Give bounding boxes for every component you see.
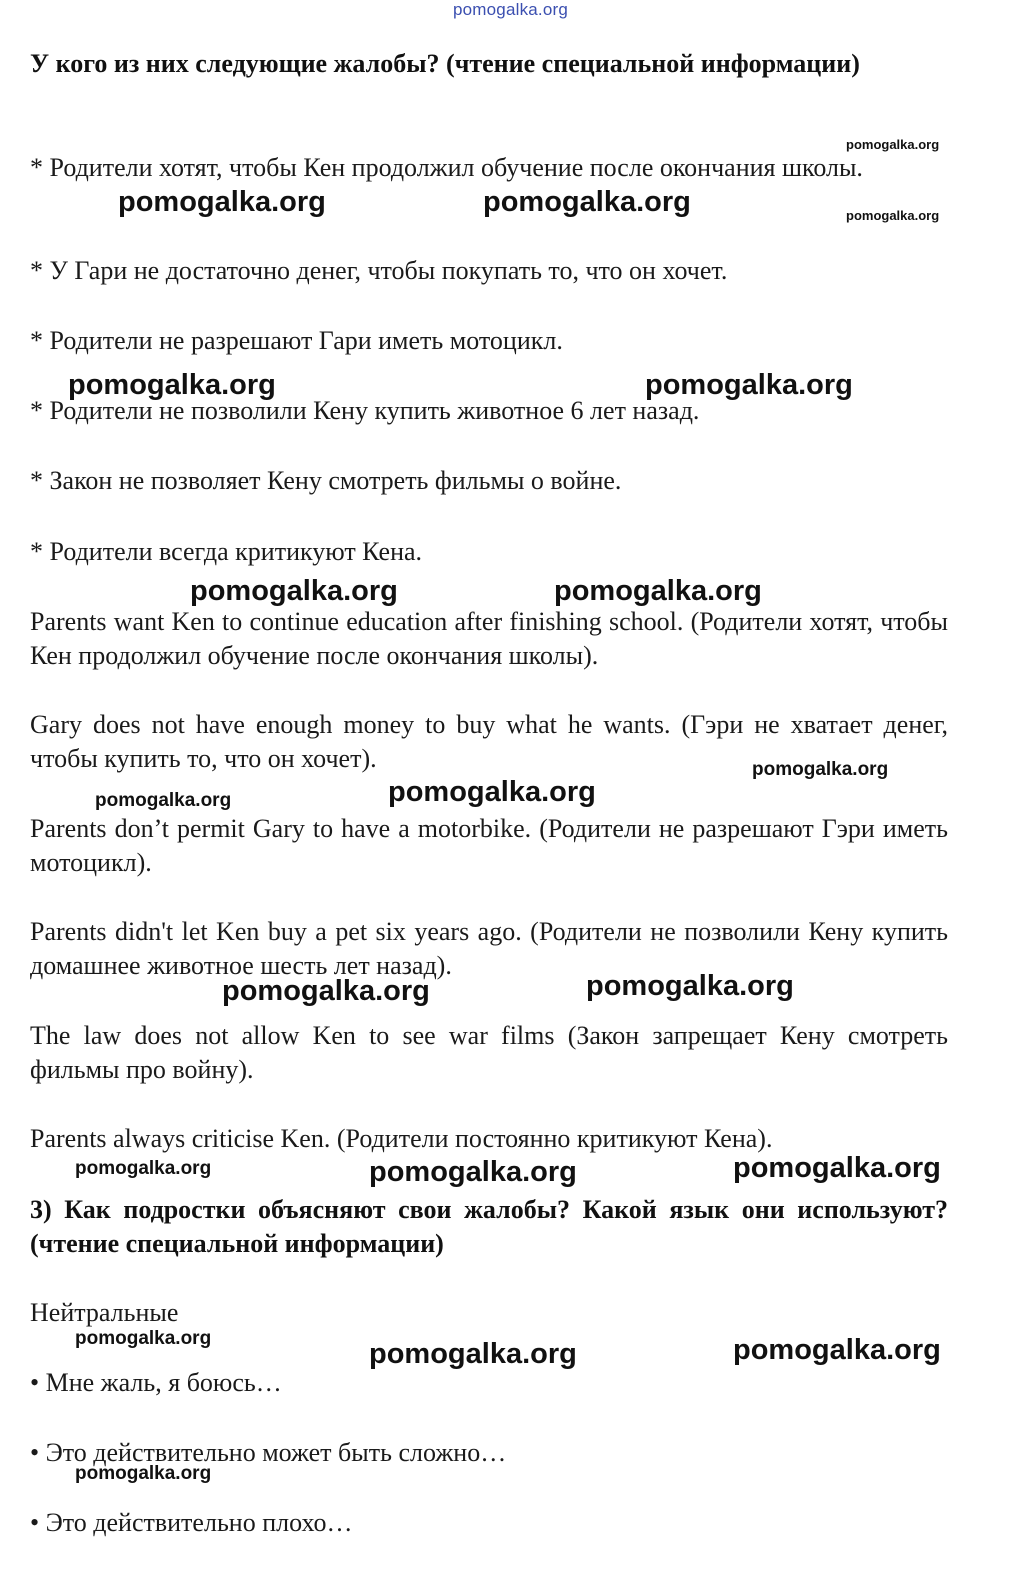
- watermark: pomogalka.org: [586, 970, 794, 1002]
- watermark: pomogalka.org: [75, 1328, 212, 1349]
- watermark: pomogalka.org: [68, 369, 276, 401]
- answer-paragraph: Gary does not have enough money to buy what he wants. (Гэри не хватает денег, чтобы купить то, что он хочет).: [30, 710, 948, 773]
- complaint-item: * Закон не позволяет Кену смотреть фильмы о войне.: [30, 466, 622, 495]
- answer-paragraph: Parents didn't let Ken buy a pet six years ago. (Родители не позволили Кену купить домашнее животное шесть лет назад).: [30, 917, 948, 980]
- watermark: pomogalka.org: [369, 1156, 577, 1188]
- watermark: pomogalka.org: [733, 1152, 941, 1184]
- complaint-item: * Родители не разрешают Гари иметь мотоцикл.: [30, 326, 563, 355]
- complaint-item: * Родители хотят, чтобы Кен продолжил обучение после окончания школы.: [30, 153, 863, 182]
- heading-complaints: У кого из них следующие жалобы? (чтение специальной информации): [30, 49, 860, 78]
- complaint-item: * Родители не позволили Кену купить животное 6 лет назад.: [30, 396, 700, 425]
- answer-paragraph: Parents want Ken to continue education after finishing school. (Родители хотят, чтобы Кен продолжил обучение после окончания школы).: [30, 607, 948, 670]
- watermark: pomogalka.org: [846, 208, 940, 223]
- watermark: pomogalka.org: [846, 137, 940, 152]
- watermark: pomogalka.org: [369, 1338, 577, 1370]
- watermark: pomogalka.org: [645, 369, 853, 401]
- answer-paragraph: Parents always criticise Ken. (Родители постоянно критикуют Кена).: [30, 1124, 773, 1153]
- complaint-item: * У Гари не достаточно денег, чтобы покупать то, что он хочет.: [30, 256, 728, 285]
- watermark: pomogalka.org: [95, 790, 232, 811]
- watermark: pomogalka.org: [733, 1334, 941, 1366]
- watermark: pomogalka.org: [554, 575, 762, 607]
- header-watermark: pomogalka.org: [452, 0, 569, 19]
- neutral-phrase: • Мне жаль, я боюсь…: [30, 1368, 282, 1397]
- answer-paragraph: The law does not allow Ken to see war films (Закон запрещает Кену смотреть фильмы про войну).: [30, 1021, 948, 1084]
- neutral-label: Нейтральные: [30, 1298, 179, 1327]
- watermark: pomogalka.org: [222, 975, 430, 1007]
- watermark: pomogalka.org: [388, 776, 596, 808]
- watermark: pomogalka.org: [118, 186, 326, 218]
- answer-paragraph: Parents don’t permit Gary to have a motorbike. (Родители не разрешают Гэри иметь мотоцикл).: [30, 814, 948, 877]
- watermark: pomogalka.org: [75, 1463, 212, 1484]
- neutral-phrase: • Это действительно может быть сложно…: [30, 1438, 507, 1467]
- watermark: pomogalka.org: [190, 575, 398, 607]
- watermark: pomogalka.org: [483, 186, 691, 218]
- neutral-phrase: • Это действительно плохо…: [30, 1508, 353, 1537]
- complaint-item: * Родители всегда критикуют Кена.: [30, 537, 423, 566]
- watermark: pomogalka.org: [75, 1158, 212, 1179]
- watermark: pomogalka.org: [752, 759, 889, 780]
- heading-language: 3) Как подростки объясняют свои жалобы? Какой язык они используют? (чтение специальной информации): [30, 1195, 948, 1258]
